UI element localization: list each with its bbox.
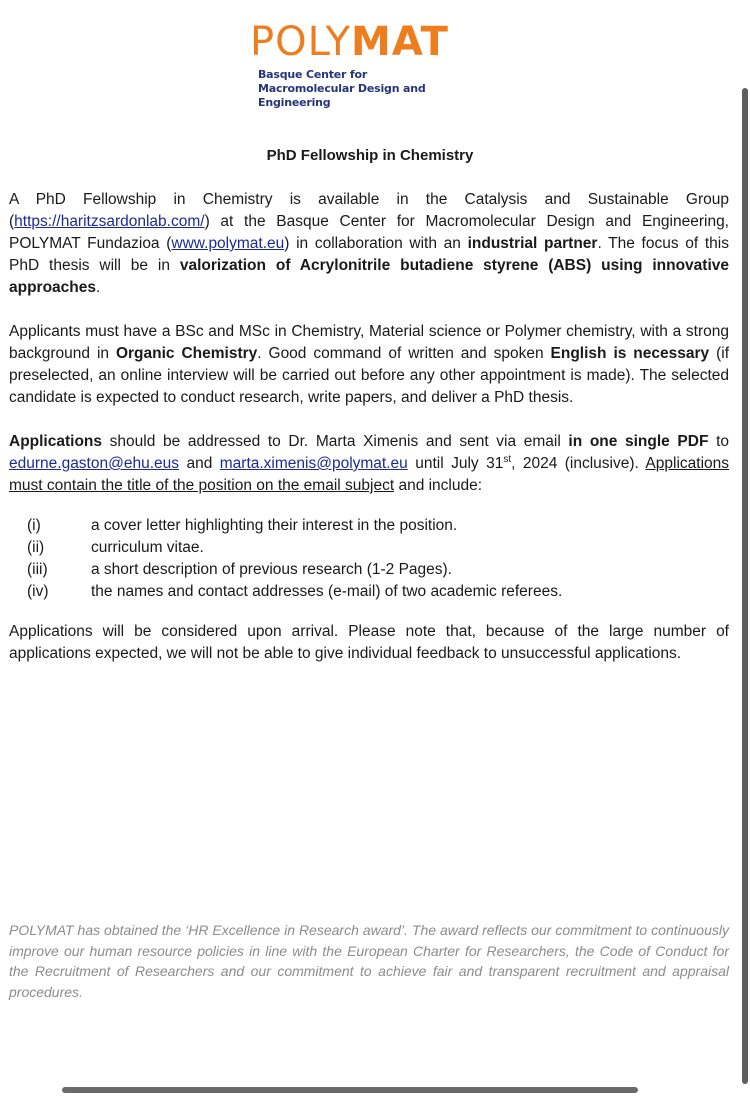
list-item-text: the names and contact addresses (e-mail) of two academic referees. [91, 583, 563, 600]
paragraph-closing: Applications will be considered upon arrival. Please note that, because of the large number of applications expected, we will not be able to give individual feedback to unsuccessful applications. [9, 623, 729, 662]
list-item-number: (i) [27, 517, 41, 534]
email-link-edurne[interactable]: edurne.gaston@ehu.eus [9, 455, 180, 472]
hr-excellence-footer: POLYMAT has obtained the ‘HR Excellence in Research award’. The award reflects our commitment to continuously improve our human resource policies in line with the European Charter for Researchers, the Code of Conduct for the Recruitment of Researchers and our commitment to achieve fair and transparent recruitment and appraisal procedures. [9, 922, 729, 1000]
logo-subtitle-line-2: Macromolecular Design and Engineering [258, 82, 426, 109]
vertical-scrollbar[interactable] [742, 88, 748, 1084]
bold-industrial-partner: industrial partner [467, 235, 598, 252]
list-item-number: (iii) [27, 561, 48, 578]
horizontal-scrollbar[interactable] [62, 1087, 638, 1093]
bold-english-necessary: English is necessary [550, 345, 710, 362]
list-item-text: a short description of previous research (1-2 Pages). [91, 561, 452, 578]
paragraph-applications [9, 431, 729, 497]
bold-single-pdf: in one single PDF [568, 433, 709, 450]
bold-applications: Applications [9, 433, 103, 450]
requirements-list [9, 515, 729, 603]
text: and [179, 455, 220, 472]
paragraph-intro [9, 189, 729, 299]
text: , 2024 (inclusive). [511, 455, 646, 472]
page-title: PhD Fellowship in Chemistry [266, 147, 474, 164]
text: to [708, 433, 729, 450]
list-item [9, 515, 729, 537]
text: A PhD Fellowship in Chemistry is available in the Catalysis and Sustainable Group ( [9, 191, 729, 230]
text: . [96, 279, 101, 296]
list-item [9, 537, 729, 559]
document-body [9, 189, 729, 665]
bold-thesis-focus: valorization of Acrylonitrile butadiene styrene (ABS) using innovative approaches [9, 257, 729, 296]
list-item [9, 581, 729, 603]
logo-subtitle-line-1: Basque Center for [258, 68, 368, 81]
underlined-subject-note: Applications must contain the title of the position on the email subject [9, 455, 729, 494]
date-superscript: st [503, 453, 512, 465]
text: Applicants must have a BSc and MSc in Chemistry, Material science or Polymer chemistry, with a strong background in [9, 323, 729, 362]
list-item [9, 559, 729, 581]
email-link-marta[interactable]: marta.ximenis@polymat.eu [219, 455, 408, 472]
logo-word-poly: POLY [250, 19, 352, 65]
text: ) at the Basque Center for Macromolecular Design and Engineering, POLYMAT Fundazioa ( [9, 213, 729, 252]
logo-subtitle [258, 68, 490, 110]
list-item-text: a cover letter highlighting their interest in the position. [91, 517, 458, 534]
text: . Good command of written and spoken [257, 345, 551, 362]
list-item-number: (ii) [27, 539, 45, 556]
polymat-logo [250, 19, 490, 110]
logo-wordmark [250, 19, 490, 65]
text: should be addressed to Dr. Marta Ximenis and sent via email [102, 433, 569, 450]
text: until July 31 [407, 455, 504, 472]
paragraph-requirements [9, 321, 729, 409]
bold-organic-chemistry: Organic Chemistry [115, 345, 258, 362]
list-item-number: (iv) [27, 583, 49, 600]
text: and include: [394, 477, 483, 494]
text: ) in collaboration with an [284, 235, 468, 252]
polymat-website-link[interactable]: www.polymat.eu [171, 235, 285, 252]
list-item-text: curriculum vitae. [91, 539, 204, 556]
text: (if preselected, an online interview will be carried out before any other appointment is made). The selected candidate is expected to conduct research, write papers, and deliver a PhD thesis. [9, 345, 730, 406]
logo-word-mat: MAT [351, 19, 449, 65]
text: . The focus of this PhD thesis will be in [9, 235, 729, 274]
lab-website-link[interactable]: https://haritzsardonlab.com/ [14, 213, 205, 230]
